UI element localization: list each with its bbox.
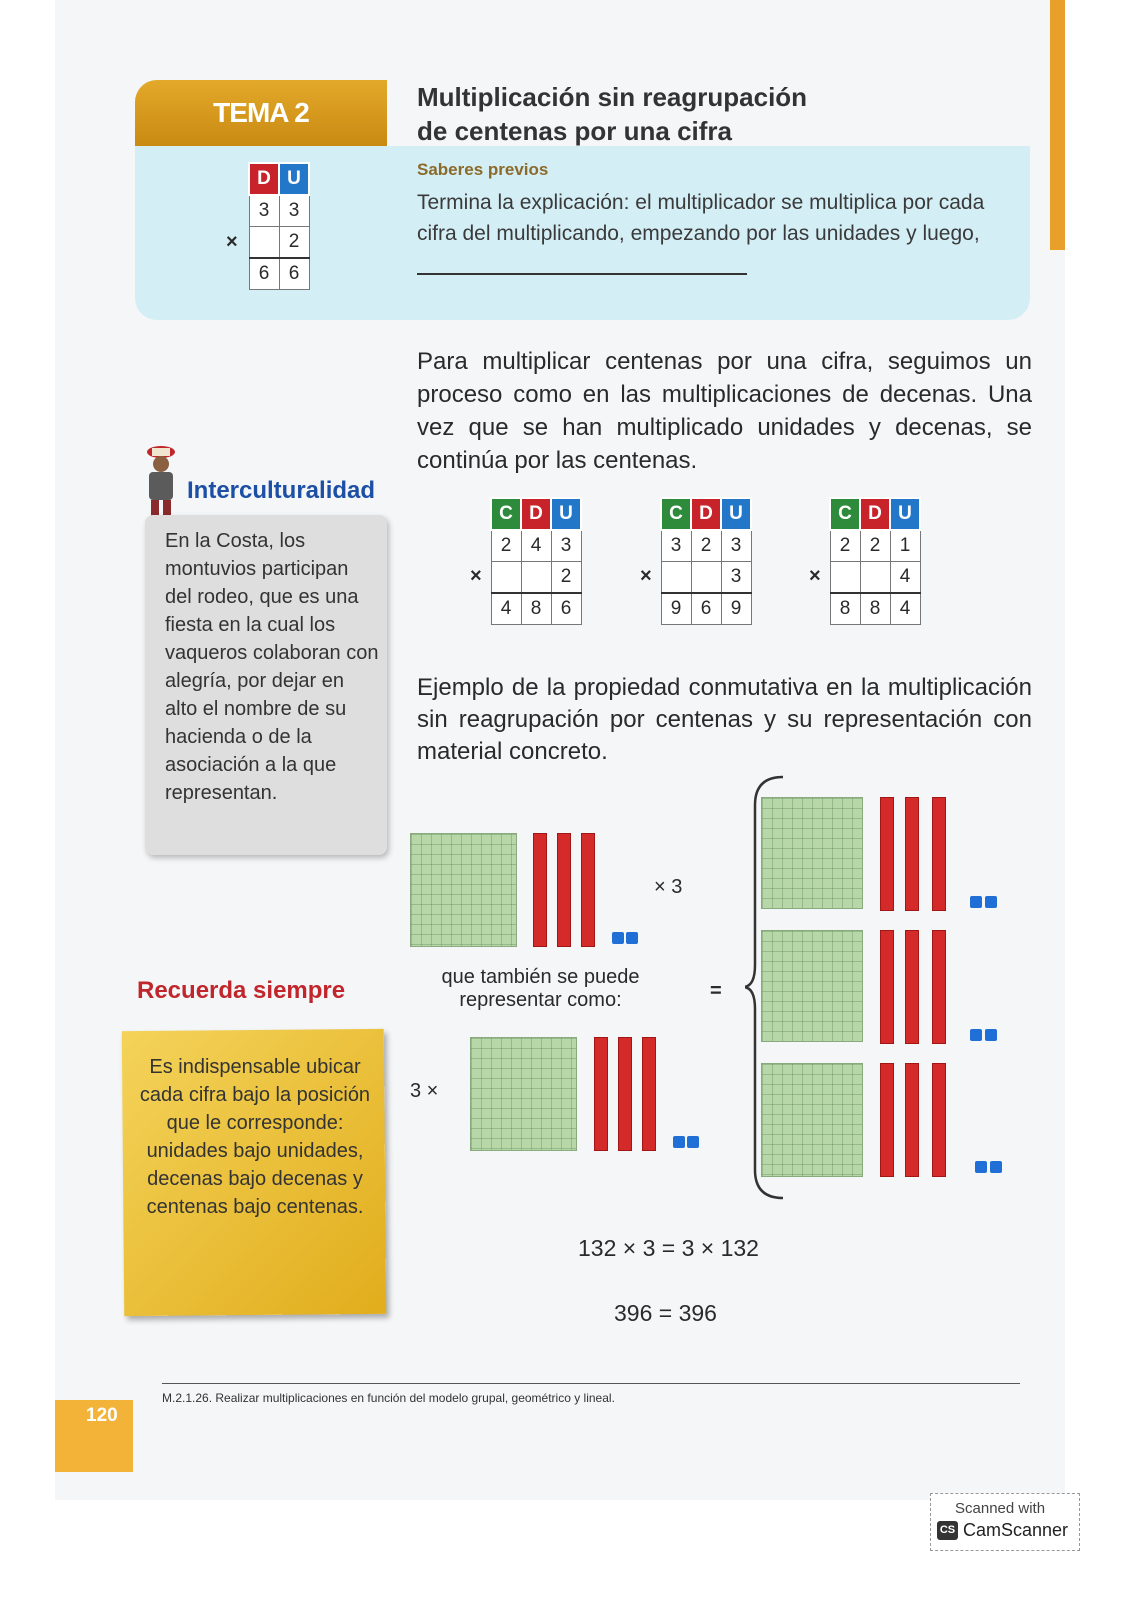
camscanner-logo-icon: CS <box>937 1521 958 1540</box>
equals-sign: = <box>710 980 722 1002</box>
saberes-text <box>417 187 997 280</box>
header-d: D <box>521 498 551 530</box>
ten-rod <box>905 930 919 1044</box>
hundred-flat <box>470 1037 577 1151</box>
multiplier-digit <box>661 562 691 594</box>
header-d: D <box>860 498 890 530</box>
result-digit: 9 <box>721 593 751 625</box>
multiplier-digit <box>249 227 279 259</box>
unit-cube <box>626 932 638 944</box>
ten-rod <box>533 833 547 947</box>
unit-cube <box>975 1161 987 1173</box>
hundred-flat <box>761 797 863 909</box>
page-title <box>417 80 807 148</box>
unit-cube <box>985 1029 997 1041</box>
multiplicand-digit: 3 <box>661 530 691 562</box>
multiplicand-digit: 2 <box>691 530 721 562</box>
also-represent-text <box>428 966 653 1012</box>
multiplicand-digit: 2 <box>491 530 521 562</box>
example-table-1 <box>470 497 582 625</box>
multiplicand-digit: 2 <box>830 530 860 562</box>
result-digit: 8 <box>521 593 551 625</box>
times-sign: × <box>809 565 821 587</box>
multiplicand-digit: 3 <box>551 530 581 562</box>
answer-blank[interactable] <box>417 273 747 275</box>
multiplier-digit <box>521 562 551 594</box>
ten-rod <box>594 1037 608 1151</box>
unit-cube <box>985 896 997 908</box>
times-sign: × <box>640 565 652 587</box>
equation-result: 396 = 396 <box>614 1300 717 1326</box>
hundred-flat <box>761 930 863 1042</box>
result-digit: 8 <box>830 593 860 625</box>
result-digit: 6 <box>279 258 309 290</box>
ten-rod <box>581 833 595 947</box>
ten-rod <box>618 1037 632 1151</box>
unit-cube <box>990 1161 1002 1173</box>
scanner-line-2: CamScanner <box>963 1520 1069 1540</box>
times-three-label: × 3 <box>654 876 683 898</box>
header-d: D <box>249 163 279 195</box>
multiplier-digit: 3 <box>721 562 751 594</box>
result-digit: 4 <box>890 593 920 625</box>
page-number: 120 <box>86 1405 118 1426</box>
multiplicand-digit: 2 <box>860 530 890 562</box>
saberes-text-content: Termina la explicación: el multiplicador se multiplica por cada cifra del multiplicando, empezando por las unidades y luego, <box>417 191 985 245</box>
also-text-line-1: que también se puede <box>441 966 640 988</box>
tema-label: TEMA 2 <box>135 80 387 146</box>
header-u: U <box>890 498 920 530</box>
unit-cube <box>612 932 624 944</box>
result-digit: 9 <box>661 593 691 625</box>
paragraph-explanation: Para multiplicar centenas por una cifra, seguimos un proceso como en las multiplicaciones de decenas. Una vez que se han multiplicado unidades y decenas, se continúa por las centenas. <box>417 348 1032 474</box>
multiplier-digit: 4 <box>890 562 920 594</box>
saberes-label: Saberes previos <box>417 160 549 179</box>
curriculum-standard: M.2.1.26. Realizar multiplicaciones en función del modelo grupal, geométrico y lineal. <box>162 1391 615 1405</box>
hundred-flat <box>761 1063 863 1177</box>
recuerda-title: Recuerda siempre <box>137 977 346 1004</box>
multiplicand-digit: 1 <box>890 530 920 562</box>
ten-rod <box>905 797 919 911</box>
multiplier-digit: 2 <box>551 562 581 594</box>
header-u: U <box>721 498 751 530</box>
ten-rod <box>932 930 946 1044</box>
intercultural-title: Interculturalidad <box>187 477 376 504</box>
title-line-2: de centenas por una cifra <box>417 116 732 146</box>
ten-rod <box>880 930 894 1044</box>
multiplier-digit <box>860 562 890 594</box>
intercultural-text: En la Costa, los montuvios participan del rodeo, que es una fiesta en la cual los vaqueros colaboran con alegría, por dejar en alto el nombre de su hacienda o de la asociación a la que representan. <box>165 530 379 804</box>
ten-rod <box>880 797 894 911</box>
also-text-line-2: representar como: <box>459 989 622 1011</box>
header-c: C <box>661 498 691 530</box>
title-line-1: Multiplicación sin reagrupación <box>417 82 808 112</box>
header-u: U <box>551 498 581 530</box>
multiplicand-digit: 3 <box>249 195 279 227</box>
unit-cube <box>970 896 982 908</box>
rodeo-figure-icon <box>140 440 182 522</box>
recuerda-text: Es indispensable ubicar cada cifra bajo la posición que le corresponde: unidades bajo unidades, decenas bajo decenas y centenas bajo centenas. <box>139 1056 371 1218</box>
header-u: U <box>279 163 309 195</box>
ten-rod <box>880 1063 894 1177</box>
multiplicand-digit: 4 <box>521 530 551 562</box>
multiplicand-digit: 3 <box>721 530 751 562</box>
result-digit: 4 <box>491 593 521 625</box>
header-d: D <box>691 498 721 530</box>
page-edge-decoration <box>1050 0 1065 250</box>
times-sign: × <box>226 231 238 253</box>
result-digit: 6 <box>249 258 279 290</box>
hundred-flat <box>410 833 517 947</box>
intro-place-value-table <box>226 162 310 290</box>
unit-cube <box>970 1029 982 1041</box>
paragraph-commutative: Ejemplo de la propiedad conmutativa en la multiplicación sin reagrupación por centenas y su representación con material concreto. <box>417 674 1032 765</box>
footer-divider <box>162 1383 1020 1384</box>
example-table-3 <box>809 497 921 625</box>
ten-rod <box>932 1063 946 1177</box>
result-digit: 6 <box>691 593 721 625</box>
ten-rod <box>905 1063 919 1177</box>
ten-rod <box>557 833 571 947</box>
unit-cube <box>687 1136 699 1148</box>
ten-rod <box>932 797 946 911</box>
multiplier-digit <box>830 562 860 594</box>
ten-rod <box>642 1037 656 1151</box>
equation-commutative: 132 × 3 = 3 × 132 <box>578 1235 759 1261</box>
header-c: C <box>491 498 521 530</box>
result-digit: 6 <box>551 593 581 625</box>
result-digit: 8 <box>860 593 890 625</box>
multiplier-digit <box>491 562 521 594</box>
multiplier-digit <box>691 562 721 594</box>
multiplicand-digit: 3 <box>279 195 309 227</box>
times-sign: × <box>470 565 482 587</box>
scanner-line-1: Scanned with <box>955 1500 1046 1517</box>
three-times-label: 3 × <box>410 1080 439 1102</box>
unit-cube <box>673 1136 685 1148</box>
multiplier-digit: 2 <box>279 227 309 259</box>
header-c: C <box>830 498 860 530</box>
example-table-2 <box>640 497 752 625</box>
